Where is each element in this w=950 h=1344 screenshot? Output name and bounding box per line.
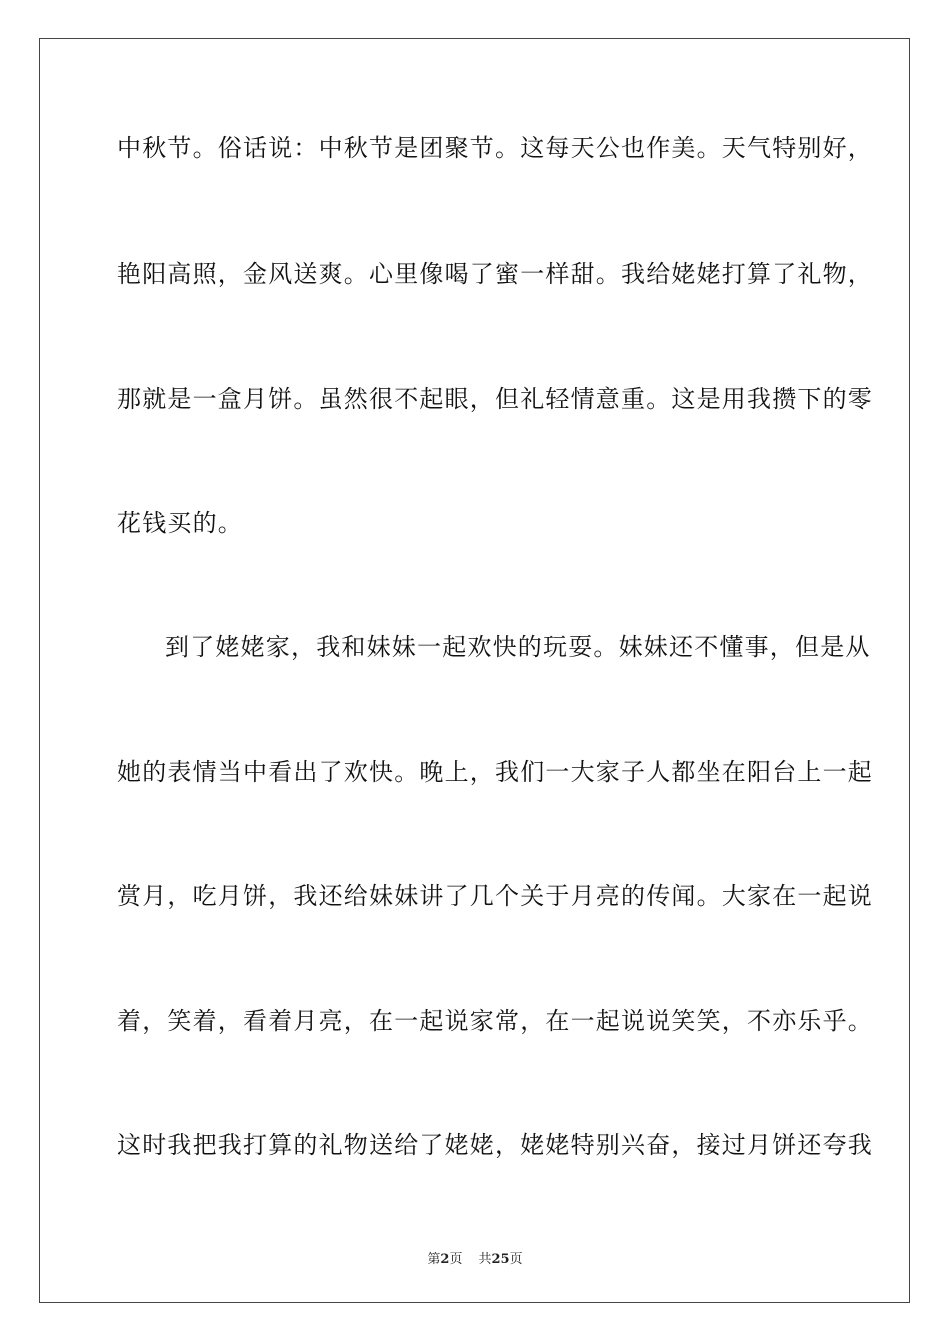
body-line-4: 花钱买的。: [117, 509, 243, 537]
total-pages: 25: [491, 1252, 510, 1267]
body-line-6: 她的表情当中看出了欢快。晚上，我们一大家子人都坐在阳台上一起: [117, 758, 873, 786]
page-footer: [0, 1248, 950, 1267]
body-line-1: 中秋节。俗话说：中秋节是团聚节。这每天公也作美。天气特别好，: [117, 134, 873, 162]
body-line-2: 艳阳高照，金风送爽。心里像喝了蜜一样甜。我给姥姥打算了礼物，: [117, 260, 873, 288]
body-line-5: 到了姥姥家，我和妹妹一起欢快的玩耍。妹妹还不懂事，但是从: [165, 633, 871, 661]
body-line-8: 着，笑着，看着月亮，在一起说家常，在一起说说笑笑，不亦乐乎。: [117, 1007, 873, 1035]
page-suffix: 页: [449, 1252, 463, 1267]
page-border: [39, 38, 910, 1303]
page-number: 2: [440, 1252, 450, 1267]
total-prefix: 共: [478, 1252, 492, 1267]
body-line-9: 这时我把我打算的礼物送给了姥姥，姥姥特别兴奋，接过月饼还夸我: [117, 1131, 873, 1159]
body-line-7: 赏月，吃月饼，我还给妹妹讲了几个关于月亮的传闻。大家在一起说: [117, 882, 873, 910]
total-suffix: 页: [509, 1252, 523, 1267]
page-prefix: 第: [427, 1252, 441, 1267]
body-line-3: 那就是一盒月饼。虽然很不起眼，但礼轻情意重。这是用我攒下的零: [117, 385, 873, 413]
